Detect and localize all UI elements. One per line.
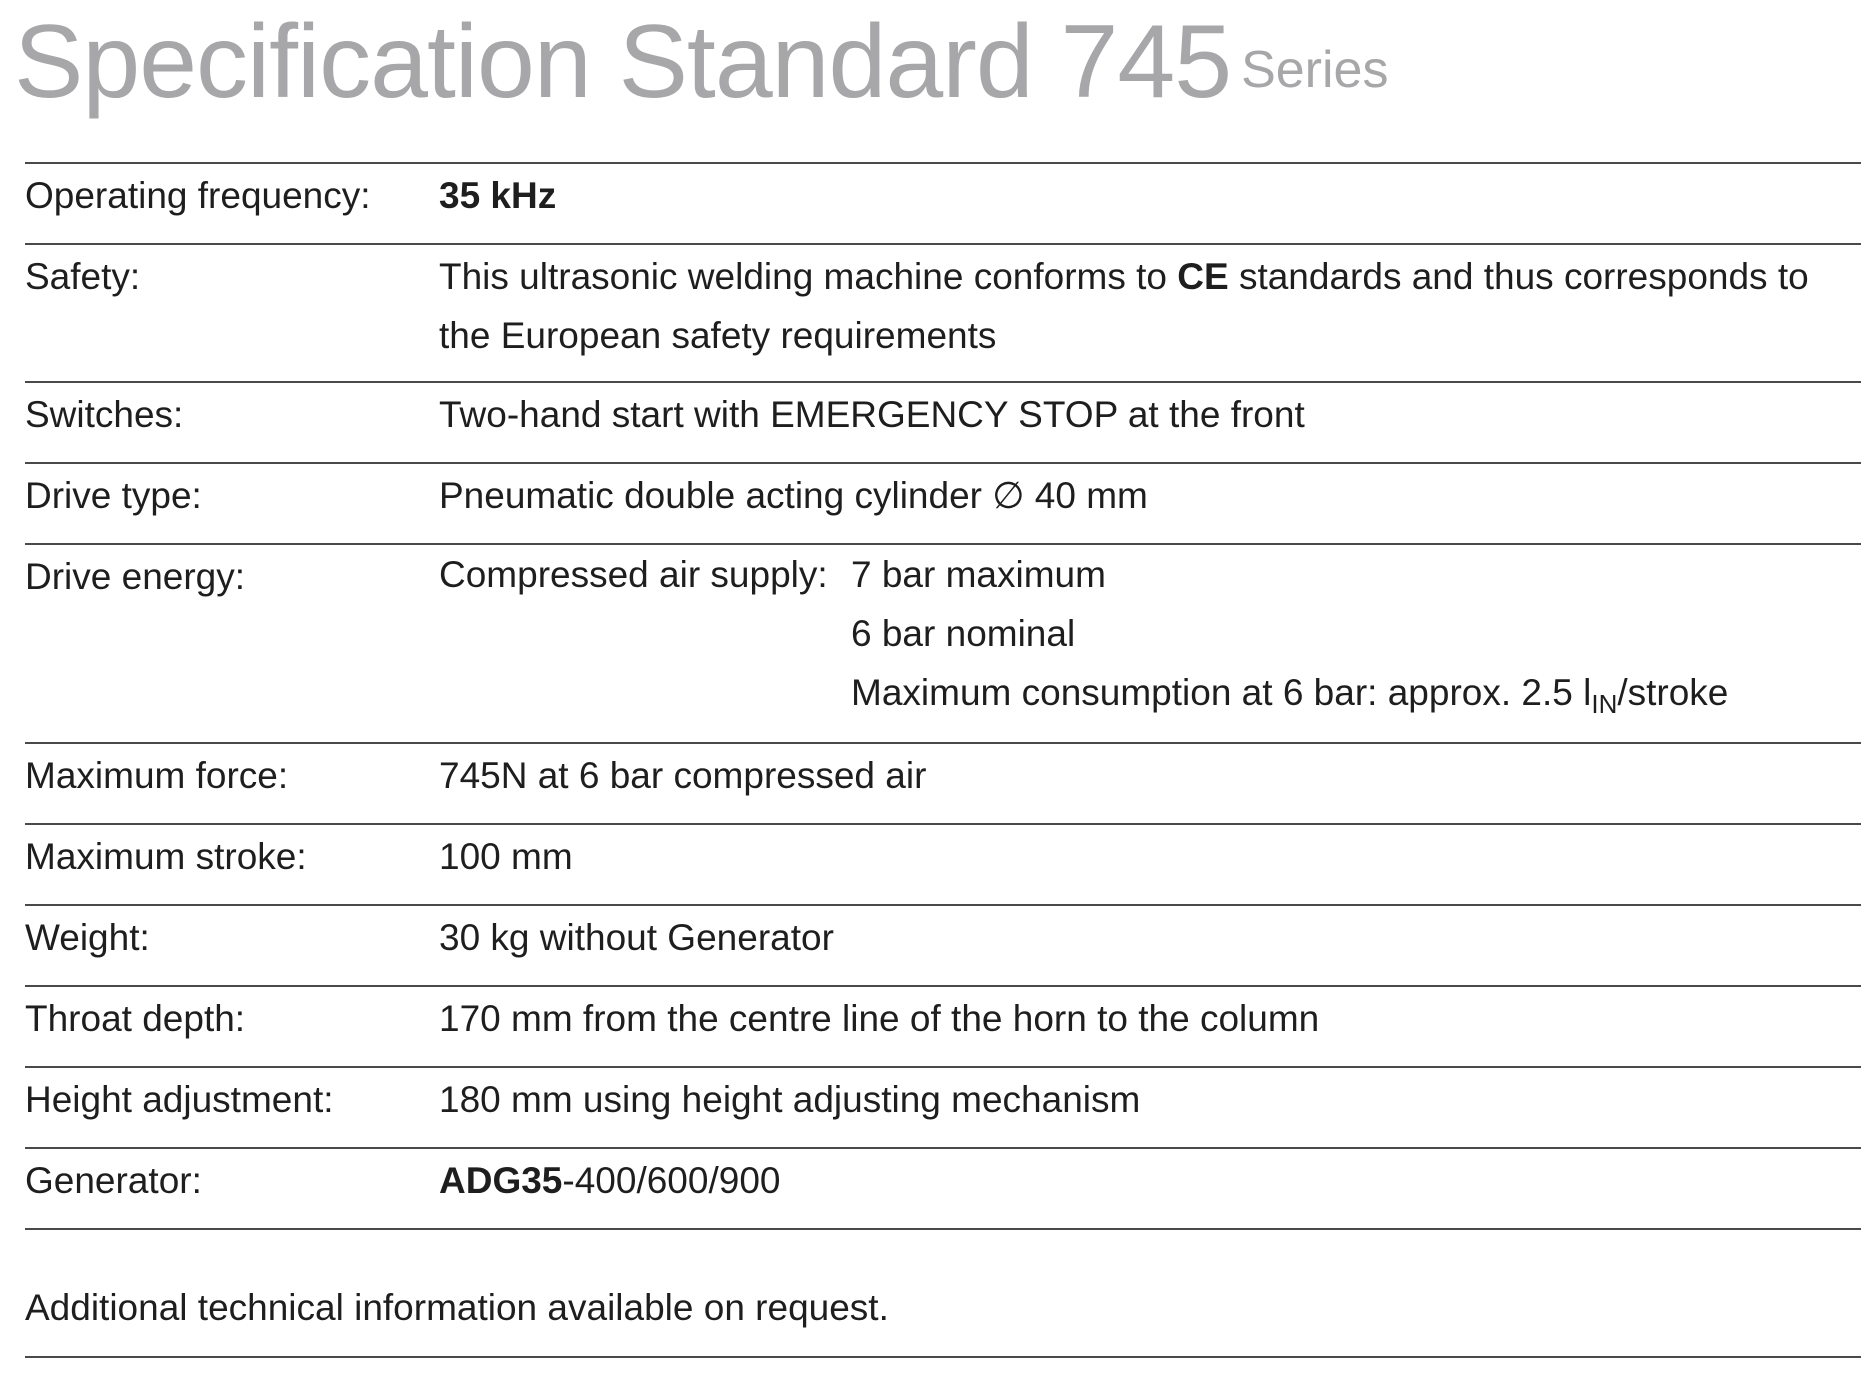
spec-row-operating-frequency [25, 164, 1861, 245]
spec-label: Safety: [25, 256, 141, 297]
spec-label: Switches: [25, 394, 184, 435]
spec-row-weight [25, 906, 1861, 987]
spec-value: 100 mm [439, 836, 573, 877]
title-main: Specification Standard 745 [14, 4, 1232, 120]
spec-label: Generator: [25, 1160, 202, 1201]
spec-row-throat-depth [25, 987, 1861, 1068]
spec-value: 35 kHz [439, 175, 557, 216]
spec-row-safety [25, 245, 1861, 383]
spec-label: Drive type: [25, 475, 202, 516]
title-suffix: Series [1241, 41, 1389, 99]
spec-row-switches [25, 383, 1861, 464]
footnote [25, 1240, 1861, 1358]
spec-value: 180 mm using height adjusting mechanism [439, 1079, 1141, 1120]
spec-value: 745N at 6 bar compressed air [439, 755, 927, 796]
spec-sub-label: Compressed air supply: [439, 554, 828, 595]
spec-table [25, 162, 1861, 1230]
page-title [14, 0, 1388, 120]
spec-value: ADG35-400/600/900 [439, 1160, 781, 1201]
spec-label: Maximum stroke: [25, 836, 307, 877]
spec-label: Height adjustment: [25, 1079, 334, 1120]
spec-row-drive-type [25, 464, 1861, 545]
spec-label: Drive energy: [25, 556, 246, 597]
spec-value: This ultrasonic welding machine conforms to CE standards and thus corresponds to the European safety requirements [439, 256, 1809, 356]
spec-value [439, 545, 1861, 719]
spec-sub-line: Maximum consumption at 6 bar: approx. 2.5 $l_{IN}$/stroke [851, 672, 1729, 719]
footnote-text: Additional technical information available on request. [25, 1287, 889, 1328]
spec-label: Operating frequency: [25, 175, 371, 216]
spec-label: Throat depth: [25, 998, 246, 1039]
spec-sub-line: 6 bar nominal [851, 613, 1076, 654]
spec-label: Maximum force: [25, 755, 289, 796]
spec-value: Two-hand start with EMERGENCY STOP at the front [439, 394, 1305, 435]
spec-sub-values [851, 545, 1728, 722]
spec-row-height-adjustment [25, 1068, 1861, 1149]
spec-value: Pneumatic double acting cylinder ∅ 40 mm [439, 475, 1148, 516]
spec-label: Weight: [25, 917, 150, 958]
spec-value: 170 mm from the centre line of the horn to the column [439, 998, 1320, 1039]
spec-sub-line: 7 bar maximum [851, 554, 1106, 595]
spec-row-drive-energy [25, 545, 1861, 744]
spec-row-generator [25, 1149, 1861, 1230]
spec-row-maximum-force [25, 744, 1861, 825]
spec-value: 30 kg without Generator [439, 917, 834, 958]
spec-row-maximum-stroke [25, 825, 1861, 906]
